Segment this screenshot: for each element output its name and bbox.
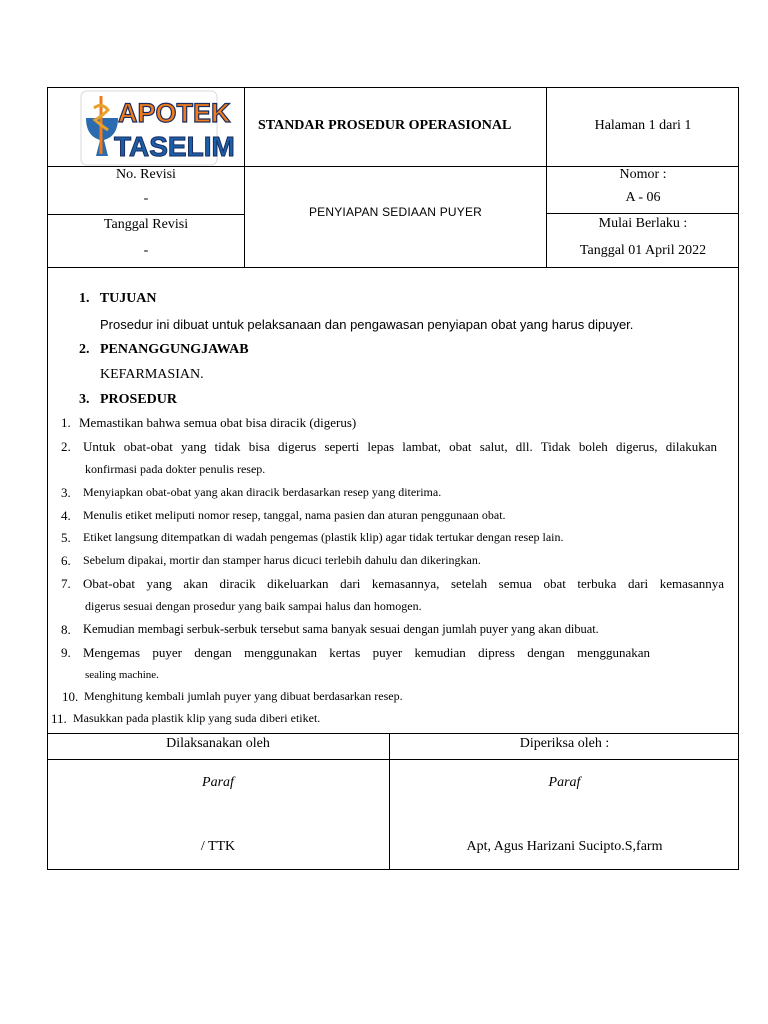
step-7-text: Obat-obat yang akan diracik dikeluarkan dari kemasannya, setelah semua obat terbuka dari kemasannya bbox=[83, 576, 724, 591]
pj-text: KEFARMASIAN. bbox=[100, 367, 204, 382]
tujuan-heading: 1. TUJUAN bbox=[79, 291, 157, 306]
checked-by-label: Diperiksa oleh : bbox=[519, 736, 610, 751]
step-9-text: Mengemas puyer dengan menggunakan kertas puyer kemudian dipress dengan menggunakan bbox=[83, 645, 650, 660]
revision-date-label: Tanggal Revisi bbox=[103, 217, 189, 232]
step-6-num: 6. bbox=[61, 553, 71, 568]
step-9-text-cont: sealing machine. bbox=[85, 669, 159, 681]
pj-heading: 2. PENANGGUNGJAWAB bbox=[79, 342, 249, 357]
revision-value: - bbox=[143, 191, 149, 206]
step-3-num: 3. bbox=[61, 485, 71, 500]
step-3-text: Menyiapkan obat-obat yang akan diracik berdasarkan resep yang diterima. bbox=[83, 485, 442, 499]
step-8-num: 8. bbox=[61, 622, 71, 637]
apotek-logo bbox=[80, 90, 235, 166]
number-value: A - 06 bbox=[625, 190, 661, 205]
step-11-num: 11. bbox=[51, 711, 67, 726]
step-2-num: 2. bbox=[61, 439, 71, 454]
signature-right: Paraf bbox=[548, 775, 581, 790]
step-5-text: Etiket langsung ditempatkan di wadah pengemas (plastik klip) agar tidak tertukar dengan resep lain. bbox=[83, 530, 564, 544]
sop-title: PENYIAPAN SEDIAAN PUYER bbox=[308, 205, 483, 219]
step-2-text: Untuk obat-obat yang tidak bisa digerus seperti lepas lambat, obat salut, dll. Tidak boleh digerus, dilakukan bbox=[83, 439, 717, 454]
step-4-num: 4. bbox=[61, 508, 71, 523]
executor-name: / TTK bbox=[200, 839, 236, 854]
step-5-num: 5. bbox=[61, 530, 71, 545]
header-subrow-left bbox=[47, 214, 245, 215]
revision-label: No. Revisi bbox=[116, 167, 176, 182]
footer-top bbox=[47, 733, 739, 734]
header-bottom bbox=[47, 267, 739, 268]
step-1-num: 1. bbox=[61, 415, 71, 430]
step-4-text: Menulis etiket meliputi nomor resep, tanggal, nama pasien dan aturan penggunaan obat. bbox=[83, 508, 506, 522]
step-2-text-cont: konfirmasi pada dokter penulis resep. bbox=[85, 462, 266, 476]
step-6-text: Sebelum dipakai, mortir dan stamper harus dicuci terlebih dahulu dan dikeringkan. bbox=[83, 553, 481, 567]
signature-left: Paraf bbox=[202, 775, 234, 790]
svg-text:APOTEK: APOTEK bbox=[118, 98, 231, 128]
header-subrow-right bbox=[546, 213, 739, 214]
effective-label: Mulai Berlaku : bbox=[598, 216, 688, 231]
doc-type-title: STANDAR PROSEDUR OPERASIONAL bbox=[258, 118, 512, 133]
prosedur-heading: 3. PROSEDUR bbox=[79, 392, 178, 407]
step-10-text: Menghitung kembali jumlah puyer yang dibuat berdasarkan resep. bbox=[84, 689, 403, 703]
step-7-text-cont: digerus sesuai dengan prosedur yang baik sampai halus dan homogen. bbox=[85, 599, 422, 613]
revision-date-value: - bbox=[143, 243, 149, 258]
step-11-text: Masukkan pada plastik klip yang suda diberi etiket. bbox=[73, 711, 321, 725]
tujuan-text: Prosedur ini dibuat untuk pelaksanaan dan pengawasan penyiapan obat yang harus dipuyer. bbox=[100, 317, 634, 332]
page-info: Halaman 1 dari 1 bbox=[594, 118, 692, 133]
step-9-num: 9. bbox=[61, 645, 71, 660]
executed-by-label: Dilaksanakan oleh bbox=[166, 736, 270, 751]
step-7-num: 7. bbox=[61, 576, 71, 591]
step-1-text: Memastikan bahwa semua obat bisa diracik (digerus) bbox=[79, 415, 357, 430]
step-8-text: Kemudian membagi serbuk-serbuk tersebut sama banyak sesuai dengan jumlah puyer yang akan dibuat. bbox=[83, 622, 599, 636]
number-label: Nomor : bbox=[619, 167, 667, 182]
svg-text:TASELIM: TASELIM bbox=[114, 131, 235, 162]
effective-value: Tanggal 01 April 2022 bbox=[579, 243, 707, 258]
step-10-num: 10. bbox=[62, 689, 79, 704]
checker-name: Apt, Agus Harizani Sucipto.S,farm bbox=[466, 839, 663, 854]
footer-header-divider bbox=[47, 759, 739, 760]
